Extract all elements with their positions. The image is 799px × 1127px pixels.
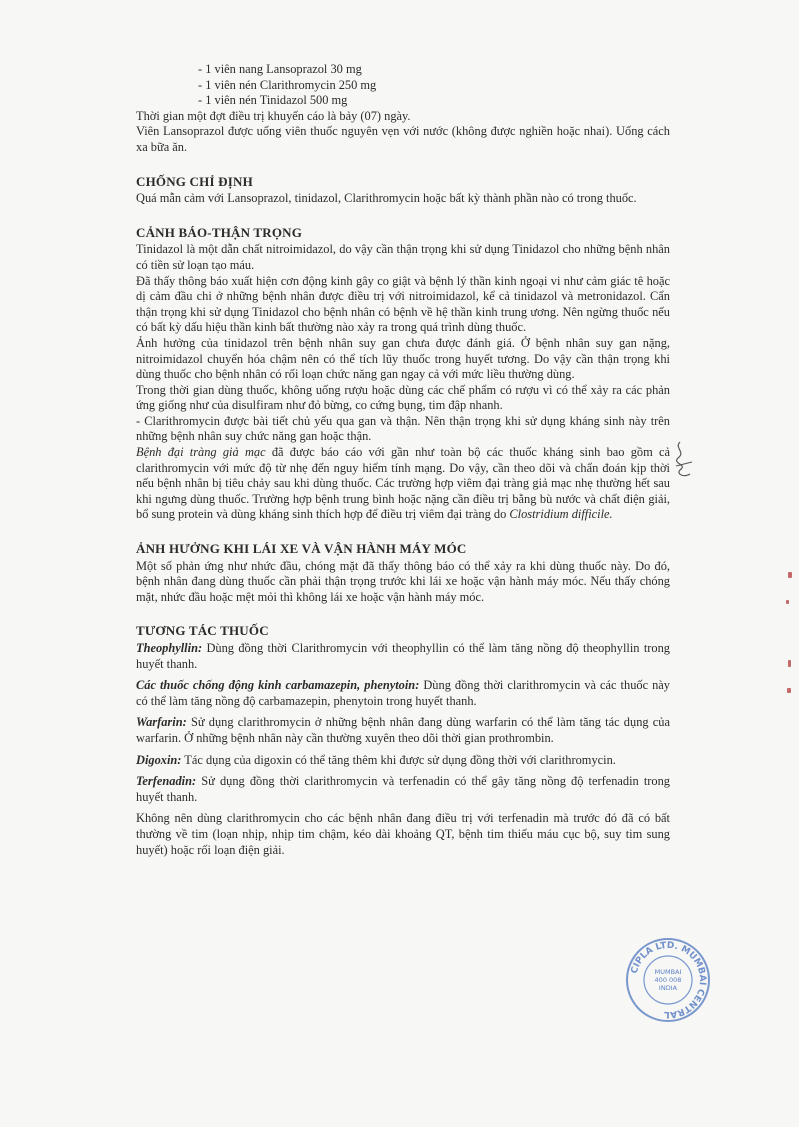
interaction-item — [136, 641, 670, 672]
warnings-paragraph: Trong thời gian dùng thuốc, không uống rượu hoặc dùng các chế phẩm có rượu vì có thể xảy ra các phản ứng giống như của disulfiram như đỏ bừng, co cứng bụng, tim đập nhanh. — [136, 382, 670, 413]
interaction-item — [136, 715, 670, 746]
edge-mark — [787, 688, 791, 693]
driving-text: Một số phản ứng như nhức đầu, chóng mặt đã thấy thông báo có thể xảy ra khi dùng thuốc này. Do đó, bệnh nhân đang dùng thuốc cần phải thận trọng trước khi lái xe hoặc vận hành máy móc. Nếu thấy chóng mặt, nhức đầu hoặc mệt mỏi thì không lái xe hoặc vận hành máy móc. — [136, 558, 670, 604]
dosage-note: Viên Lansoprazol được uống viên thuốc nguyên vẹn với nước (không được nghiền hoặc nhai). Uống cách xa bữa ăn. — [136, 124, 670, 154]
signature-mark — [670, 438, 696, 486]
dosage-duration: Thời gian một đợt điều trị khuyến cáo là bảy (07) ngày. — [136, 108, 411, 123]
interaction-term: Digoxin: — [136, 752, 182, 767]
warnings-paragraph: - Clarithromycin được bài tiết chủ yếu qua gan và thận. Nên thận trọng khi sử dụng kháng sinh này trên những bệnh nhân suy chức năng gan hoặc thận. — [136, 413, 670, 444]
interaction-term: Warfarin: — [136, 715, 187, 730]
warnings-paragraph: Tinidazol là một dẫn chất nitroimidazol, do vậy cần thận trọng khi sử dụng Tinidazol cho những bệnh nhân có tiền sử loạn tạo máu. — [136, 242, 670, 272]
edge-mark — [788, 660, 791, 667]
colitis-organism: Clostridium difficile. — [509, 507, 613, 522]
colitis-term: Bệnh đại tràng giả mạc — [136, 445, 266, 460]
dosage-item: - 1 viên nén Tinidazol 500 mg — [198, 93, 348, 108]
warnings-paragraph-colitis — [136, 445, 670, 523]
edge-mark — [788, 572, 792, 578]
warnings-paragraph: Đã thấy thông báo xuất hiện cơn động kinh gây co giật và bệnh lý thần kinh ngoại vi như cảm giác tê hoặc dị cảm đầu chi ở những bệnh nhân được điều trị với nitroimidazol, kể cả tinidazol và metronidazol. Cẩn thận trọng khi sử dụng Tinidazol cho bệnh nhân có bệnh về hệ thần kinh trung ương. Nên ngừng thuốc nếu có bất kỳ dấu hiệu thần kinh bất thường nào xảy ra trong quá trình dùng thuốc. — [136, 273, 670, 335]
interaction-item — [136, 678, 670, 709]
company-stamp — [624, 936, 712, 1024]
interactions-closing: Không nên dùng clarithromycin cho các bệnh nhân đang điều trị với terfenadin mà trước đó đã có bất thường về tim (loạn nhịp, nhịp tim chậm, kéo dài khoảng QT, bệnh tim thiếu máu cục bộ, suy tim sung huyết) hoặc rối loạn điện giải. — [136, 811, 670, 857]
edge-mark — [786, 600, 789, 604]
interaction-term: Theophyllin: — [136, 641, 203, 655]
stamp-city: MUMBAI — [654, 968, 682, 976]
dosage-item: - 1 viên nén Clarithromycin 250 mg — [198, 77, 377, 92]
warnings-paragraph: Ảnh hưởng của tinidazol trên bệnh nhân suy gan chưa được đánh giá. Ở bệnh nhân suy gan nặng, nitroimidazol chuyển hóa chậm nên có thể tích lũy thuốc trong huyết tương. Do vậy cần thận trọng khi dùng thuốc cho bệnh nhân có rối loạn chức năng gan ngay cả với mức liều thường dùng. — [136, 335, 670, 382]
driving-heading: ẢNH HƯỞNG KHI LÁI XE VÀ VẬN HÀNH MÁY MÓC — [136, 541, 467, 557]
stamp-country: INDIA — [658, 984, 678, 992]
interaction-item — [136, 774, 670, 805]
interaction-text: Dùng đồng thời Clarithromycin với theophyllin có thể làm tăng nồng độ theophyllin trong huyết thanh. — [136, 641, 670, 671]
stamp-ring-text: CIPLA LTD. MUMBAI CENTRAL — [629, 940, 708, 1020]
warnings-heading: CẢNH BÁO-THẬN TRỌNG — [136, 224, 303, 240]
interactions-heading: TƯƠNG TÁC THUỐC — [136, 623, 269, 639]
interaction-term: Terfenadin: — [136, 774, 197, 789]
interaction-text: Tác dụng của digoxin có thể tăng thêm khi được sử dụng đồng thời với clarithromycin. — [181, 752, 616, 767]
colitis-text: đã được báo cáo với gần như toàn bộ các thuốc kháng sinh bao gồm cả clarithromycin với mức độ từ nhẹ đến nguy hiểm tính mạng. Do vậy, cần theo dõi và chẩn đoán kịp thời nếu bệnh nhân bị tiêu chảy sau khi dùng thuốc. Các trường hợp viêm đại tràng giả mạc nhẹ thường hết sau khi ngưng dùng thuốc. Trường hợp bệnh trung bình hoặc nặng cần điều trị bằng bù nước và chất điện giải, bổ sung protein và dùng kháng sinh thích hợp để điều trị viêm đại tràng do — [136, 445, 670, 522]
interaction-text: Sử dụng đồng thời clarithromycin và terfenadin có thể gây tăng nồng độ terfenadin trong huyết thanh. — [136, 774, 670, 804]
contraindications-heading: CHỐNG CHỈ ĐỊNH — [136, 173, 253, 189]
interaction-text: Dùng đồng thời clarithromycin và các thuốc này có thể làm tăng nồng độ carbamazepin, phenytoin trong huyết thanh. — [136, 678, 670, 708]
interaction-item — [136, 753, 670, 769]
interaction-text: Sử dụng clarithromycin ở những bệnh nhân đang dùng warfarin có thể làm tăng tác dụng của warfarin. Ở những bệnh nhân này cần thường xuyên theo dõi thời gian prothrombin. — [136, 715, 670, 745]
stamp-postcode: 400 008 — [654, 976, 682, 984]
interaction-term: Các thuốc chống động kinh carbamazepin, phenytoin: — [136, 678, 420, 693]
document-page — [136, 62, 670, 858]
contraindications-text: Quá mẫn cảm với Lansoprazol, tinidazol, Clarithromycin hoặc bất kỳ thành phần nào có trong thuốc. — [136, 191, 637, 206]
dosage-item: - 1 viên nang Lansoprazol 30 mg — [198, 62, 362, 76]
